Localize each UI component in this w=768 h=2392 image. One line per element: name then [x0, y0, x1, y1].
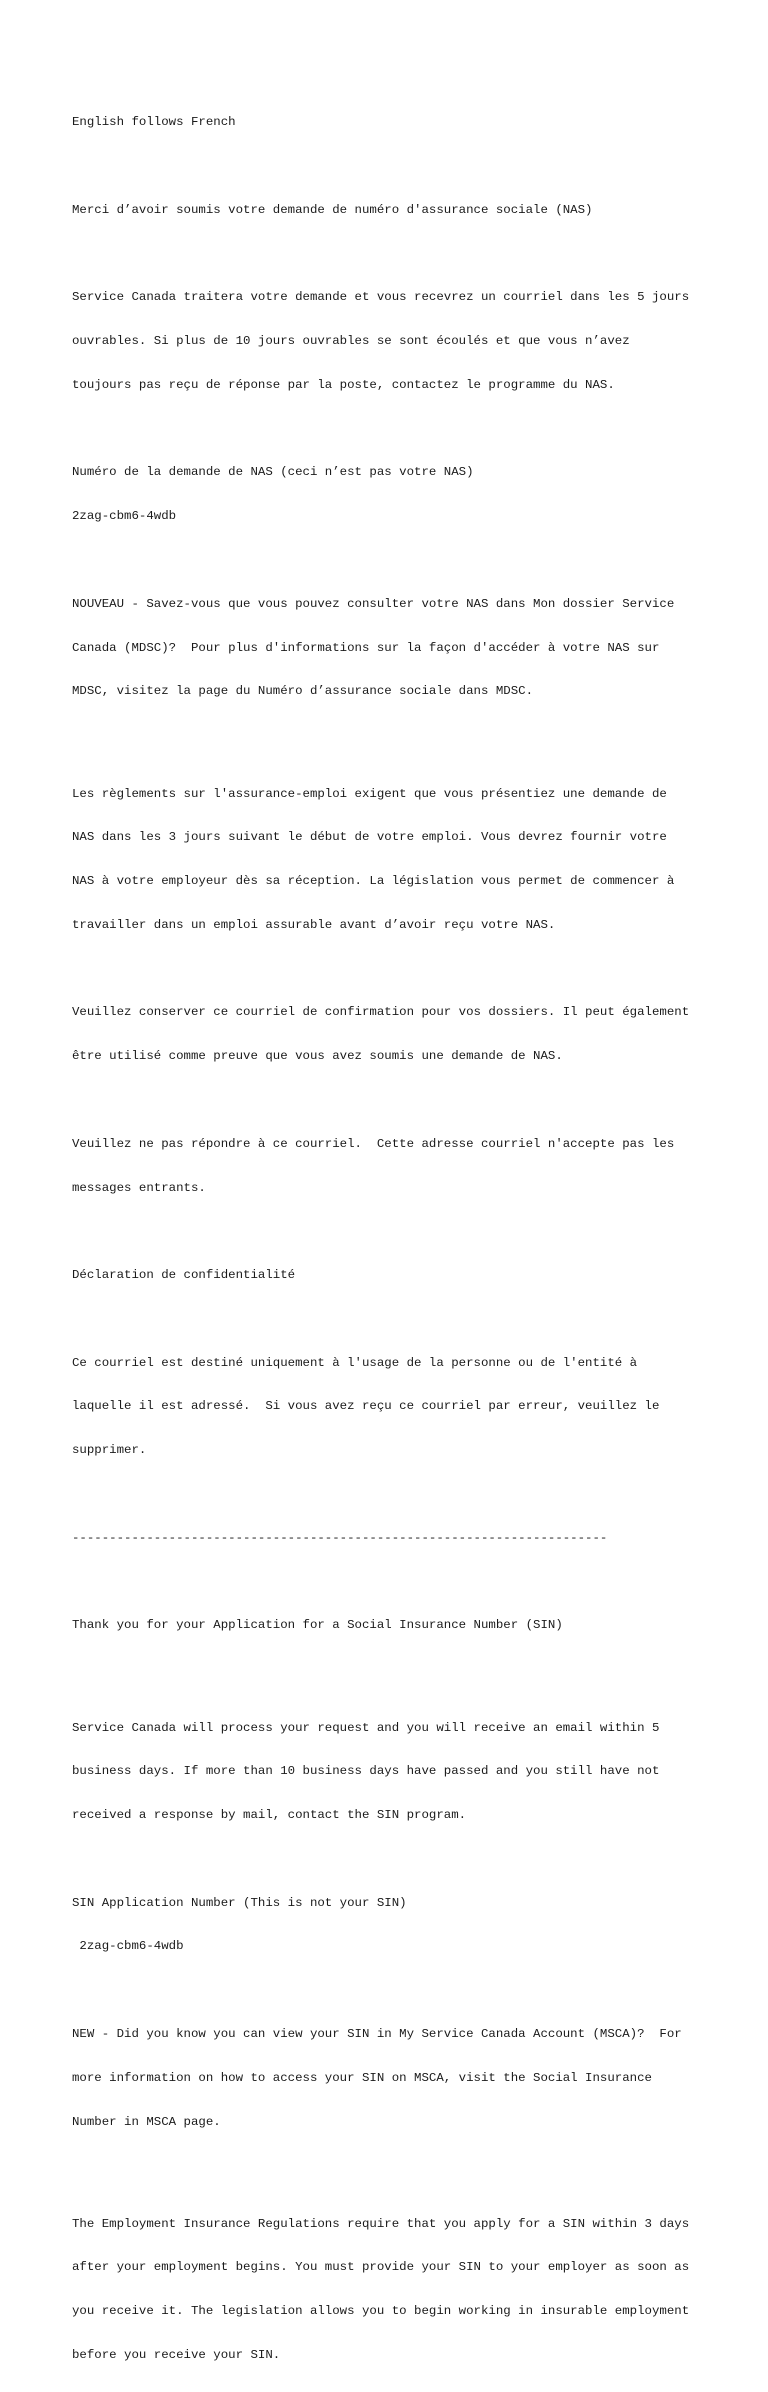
en-new-paragraph: NEW - Did you know you can view your SIN in My Service Canada Account (MSCA)? For more information on how to access your SIN on MSCA, visit the Social Insurance Number in MSCA page.	[72, 2026, 682, 2129]
en-thanks: Thank you for your Application for a Social Insurance Number (SIN)	[72, 1618, 563, 1633]
en-process-paragraph: Service Canada will process your request and you will receive an email within 5 business days. If more than 10 business days have passed and you still have not received a response by mail, contact the SIN program.	[72, 1720, 660, 1823]
fr-application-number: 2zag-cbm6-4wdb	[72, 509, 177, 524]
en-application-number-label: SIN Application Number (This is not your SIN)	[72, 1895, 407, 1910]
fr-privacy-heading: Déclaration de confidentialité	[72, 1268, 296, 1283]
fr-new-paragraph: NOUVEAU - Savez-vous que vous pouvez consulter votre NAS dans Mon dossier Service Canada (MDSC)? Pour plus d'informations sur la façon d'accéder à votre NAS sur MDSC, visitez la page du Numéro d’assurance sociale dans MDSC.	[72, 596, 675, 699]
en-application-number: 2zag-cbm6-4wdb	[72, 1939, 184, 1954]
en-regulations-paragraph: The Employment Insurance Regulations require that you apply for a SIN within 3 days after your employment begins. You must provide your SIN to your employer as soon as you receive it. The legislation allows you to begin working in insurable employment before you receive your SIN.	[72, 2216, 690, 2363]
fr-application-number-block	[72, 436, 728, 553]
language-note: English follows French	[72, 115, 236, 130]
fr-privacy-paragraph: Ce courriel est destiné uniquement à l'usage de la personne ou de l'entité à laquelle il est adressé. Si vous avez reçu ce courriel par erreur, veuillez le supprimer.	[72, 1355, 660, 1458]
en-application-number-block	[72, 1866, 728, 1983]
fr-keep-paragraph: Veuillez conserver ce courriel de confirmation pour vos dossiers. Il peut également être utilisé comme preuve que vous avez soumis une demande de NAS.	[72, 1005, 690, 1064]
fr-noreply-paragraph: Veuillez ne pas répondre à ce courriel. Cette adresse courriel n'accepte pas les messages entrants.	[72, 1136, 675, 1195]
fr-application-number-label: Numéro de la demande de NAS (ceci n’est pas votre NAS)	[72, 465, 474, 480]
fr-thanks: Merci d’avoir soumis votre demande de numéro d'assurance sociale (NAS)	[72, 202, 593, 217]
fr-process-paragraph: Service Canada traitera votre demande et vous recevrez un courriel dans les 5 jours ouvrables. Si plus de 10 jours ouvrables se sont écoulés et que vous n’avez toujours pas reçu de réponse par la poste, contactez le programme du NAS.	[72, 290, 690, 392]
fr-regulations-paragraph: Les règlements sur l'assurance-emploi exigent que vous présentiez une demande de NAS dans les 3 jours suivant le début de votre emploi. Vous devrez fournir votre NAS à votre employeur dès sa réception. La législation vous permet de commencer à travailler dans un emploi assurable avant d’avoir reçu votre NAS.	[72, 786, 675, 932]
language-separator: ------------------------------------------------------------------------	[72, 1530, 608, 1545]
